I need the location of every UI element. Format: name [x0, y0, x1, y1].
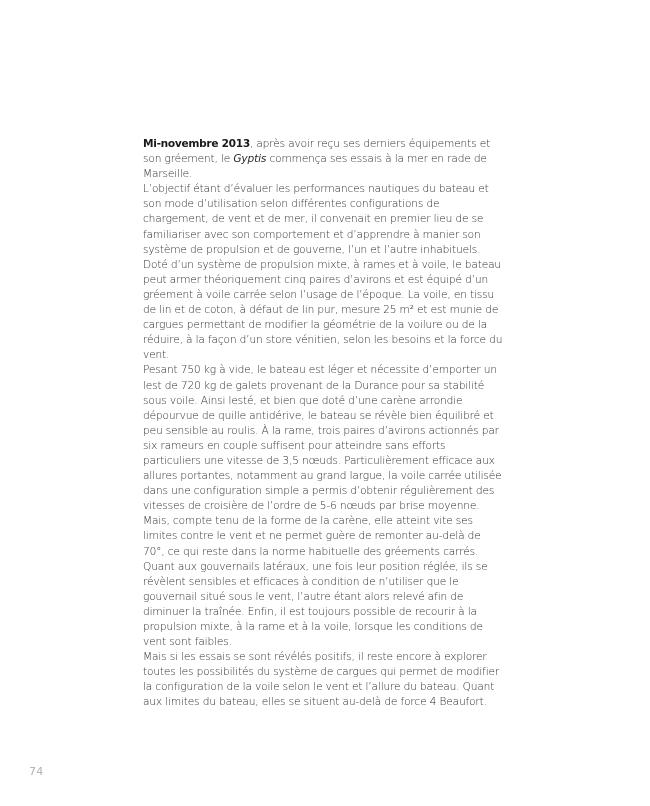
- intro-text-1: , après avoir reçu ses derniers équipements et son gréement, le: [143, 138, 491, 166]
- paragraph-conclusion: Mais si les essais se sont révélés positifs, il reste encore à explorer toutes les possibilités du système de cargues qui permet de modifier la configuration de la voile selon le vent et l’allure du bateau. Quant aux limites du bateau, elles se situent au-delà de force 4 Beaufort.: [143, 651, 500, 709]
- lead-date: Mi-novembre 2013: [143, 138, 250, 150]
- paragraph-performance: Pesant 750 kg à vide, le bateau est léger et nécessite d’emporter un lest de 720 kg de galets provenant de la Durance pour sa stabilité sous voile. Ainsi lesté, et bien que doté d’une carène arrondie dépourvue de quille antidérive, le bateau se révèle bien équilibré et peu sensible au roulis. À la rame, trois paires d’avirons actionnés par six rameurs en couple suffisent pour atteindre sans efforts particuliers une vitesse de 3,5 nœuds. Particulièrement efficace aux allures portantes, notamment au grand largue, la voile carrée utilisée dans une configuration simple a permis d’obtenir régulièrement des vitesses de croisière de l’ordre de 5-6 nœuds par brise moyenne. Mais, compte tenu de la forme de la carène, elle atteint vite ses limites contre le vent et ne permet guère de remonter au-delà de 70°, ce qui reste dans la norme habituelle des gréements carrés. Quant aux gouvernails latéraux, une fois leur position réglée, ils se révèlent sensibles et efficaces à condition de n’utiliser que le gouvernail situé sous le vent, l’autre étant alors relevé afin de diminuer la traînée. Enfin, il est toujours possible de recourir à la propulsion mixte, à la rame et à la voile, lorsque les conditions de vent sont faibles.: [143, 364, 502, 649]
- page-number: 74: [29, 765, 44, 778]
- boat-name: Gyptis: [233, 153, 267, 166]
- intro-text-2: commença ses essais à la mer en rade de Marseille.: [143, 153, 487, 181]
- paragraph-objective: L’objectif étant d’évaluer les performances nautiques du bateau et son mode d’utilisation selon différentes configurations de chargement, de vent et de mer, il convenait en premier lieu de se familiariser avec son comportement et d’apprendre à manier son système de propulsion et de gouverne, l’un et l’autre inhabituels.: [143, 183, 489, 256]
- body-text: [143, 137, 505, 711]
- paragraph-intro: [143, 137, 505, 182]
- paragraph-propulsion: Doté d’un système de propulsion mixte, à rames et à voile, le bateau peut armer théoriquement cinq paires d’avirons et est équipé d’un gréement à voile carrée selon l’usage de l’époque. La voile, en tissu de lin et de coton, à défaut de lin pur, mesure 25 m² et est munie de cargues permettant de modifier la géométrie de la voilure ou de la réduire, à la façon d’un store vénitien, selon les besoins et la force du vent.: [143, 258, 503, 362]
